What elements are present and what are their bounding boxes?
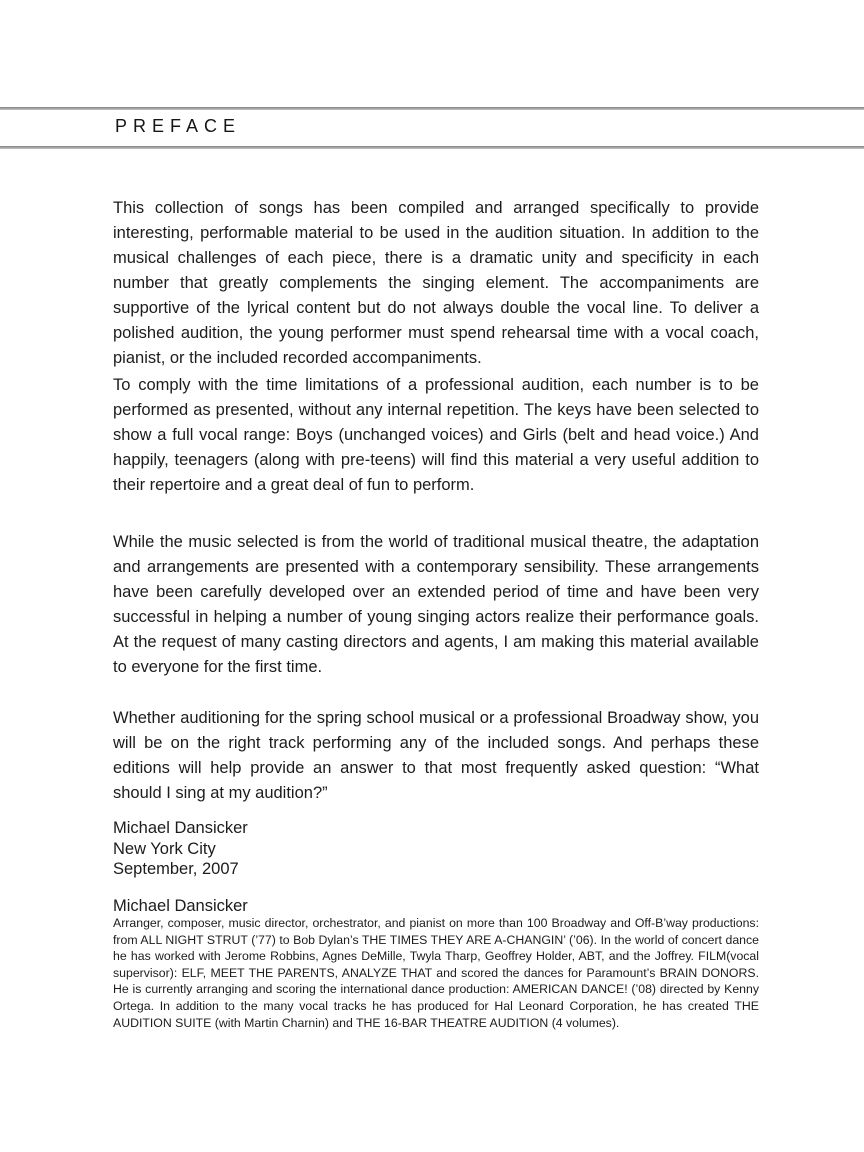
bio-text: Arranger, composer, music director, orchestrator, and pianist on more than 100 Broadway and Off-B’way productions: from ALL NIGHT STRUT (’77) to Bob Dylan’s THE TIMES THEY ARE A-CHANGIN’ (’06). In the world of concert dance he has worked with Jerome Robbins, Agnes DeMille, Twyla Tharp, Geoffrey Holder, ABT, and the Joffrey. FILM(vocal supervisor): ELF, MEET THE PARENTS, ANALYZE THAT and scored the dances for Paramount’s BRAIN DONORS. He is currently arranging and scoring the international dance production: AMERICAN DANCE! (’08) directed by Kenny Ortega. In addition to the many vocal tracks he has produced for Hal Leonard Corporation, he has created THE AUDITION SUITE (with Martin Charnin) and THE 16-BAR THEATRE AUDITION (4 volumes). xyxy=(113,916,759,1030)
paragraph-arrangements: While the music selected is from the world of traditional musical theatre, the adaptation and arrangements are presented with a contemporary sensibility. These arrangements have been carefully developed over an extended period of time and have been very successful in helping a number of young singing actors realize their performance goals. At the request of many casting directors and agents, I am making this material available to everyone for the first time. xyxy=(113,533,759,676)
page-title: PREFACE xyxy=(115,116,242,136)
signature-name: Michael Dansicker xyxy=(113,819,248,837)
signature-date: September, 2007 xyxy=(113,860,239,878)
bio-heading: Michael Dansicker xyxy=(113,897,248,915)
paragraph-closing: Whether auditioning for the spring school musical or a professional Broadway show, you will be on the right track performing any of the included songs. And perhaps these editions will help provide an answer to that most frequently asked question: “What should I sing at my audition?” xyxy=(113,709,759,802)
header-rule-top xyxy=(0,107,864,110)
header-rule-bottom xyxy=(0,146,864,149)
signature-block xyxy=(113,818,248,880)
signature-city: New York City xyxy=(113,839,216,858)
paragraph-intro: This collection of songs has been compiled and arranged specifically to provide interesting, performable material to be used in the audition situation. In addition to the musical challenges of each piece, there is a dramatic unity and specificity in each number that greatly complements the singing element. The accompaniments are supportive of the lyrical content but do not always double the vocal line. To deliver a polished audition, the young performer must spend rehearsal time with a vocal coach, pianist, or the included recorded accompaniments. xyxy=(113,199,759,367)
paragraph-time-limitations: To comply with the time limitations of a professional audition, each number is to be performed as presented, without any internal repetition. The keys have been selected to show a full vocal range: Boys (unchanged voices) and Girls (belt and head voice.) And happily, teenagers (along with pre-teens) will find this material a very useful addition to their repertoire and a great deal of fun to perform. xyxy=(113,376,759,494)
